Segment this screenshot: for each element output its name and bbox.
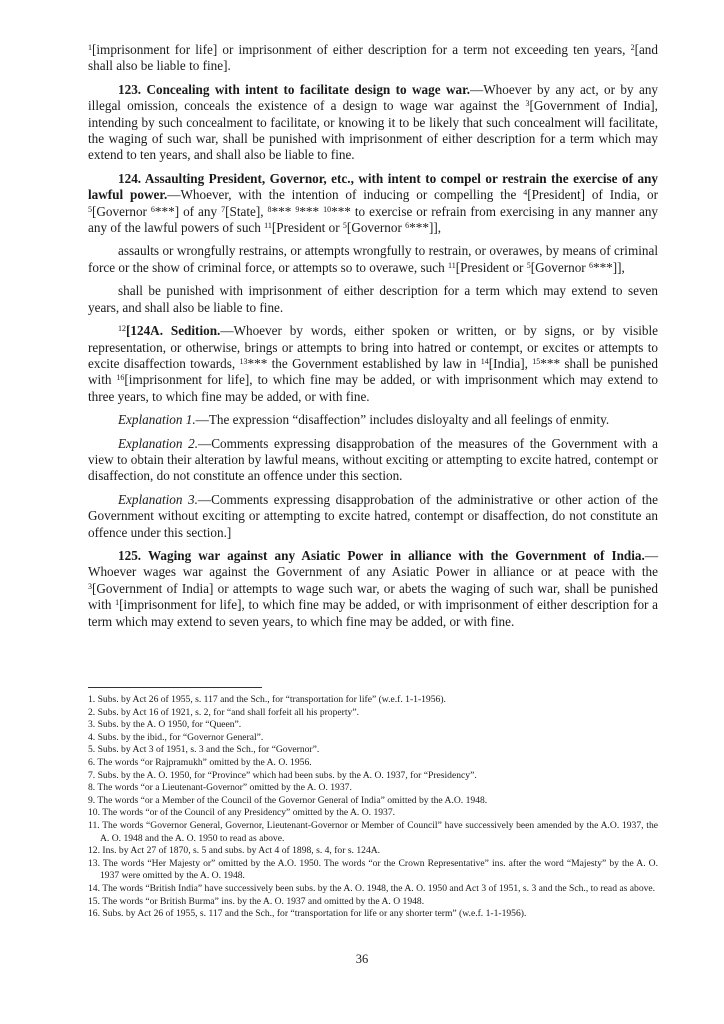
footnote-ref: 6: [150, 204, 155, 214]
footnote-item: 16. Subs. by Act 26 of 1955, s. 117 and the Sch., for “transportation for life or any shorter term” (w.e.f. 1-1-1956).: [88, 908, 527, 920]
section-heading: 124. Assaulting President, Governor, etc., with intent to compel or restrain the exercise of any lawful power.: [88, 170, 658, 203]
footnotes: [88, 694, 658, 921]
footnote-divider: [88, 687, 262, 688]
text-run: — Whoever wages war against the Government of any Asiatic Power in alliance or at peace with the: [88, 547, 658, 580]
text-run: [Governor: [346, 220, 406, 236]
text-run: —Whoever by any act, or by any illegal omission, conceals the existence of a design to wage war against the: [88, 81, 659, 114]
section-heading: 125. Waging war against any Asiatic Power in alliance with the Government of India.: [118, 547, 645, 563]
text-run: *** the Government established by law in: [247, 355, 481, 371]
footnote-ref: 4: [523, 188, 528, 198]
text-run: [imprisonment for life], to which fine may be added, or with imprisonment of either description for a term which may extend to seven years, to which fine may be added, or with fine.: [88, 597, 658, 629]
footnote-ref: 8: [267, 204, 272, 214]
text-run: [President] of India, or: [527, 187, 658, 203]
text-run: [Governor: [530, 259, 589, 275]
text-run: ***] of any: [154, 203, 222, 219]
text-run: ***: [271, 203, 296, 219]
explanation-label: Explanation 2.: [118, 435, 198, 451]
text-run: ***]],: [592, 259, 625, 275]
footnote-ref: 13: [239, 356, 248, 366]
footnote-ref: 6: [405, 221, 410, 231]
section-124-para-3: shall be punished with imprisonment of either description for a term which may extend to seven years, and shall also be liable to fine.: [88, 283, 658, 315]
section-124a: [88, 323, 658, 405]
text-run: —The expression “disaffection” includes disloyalty and all feelings of enmity.: [195, 412, 610, 428]
footnote-item: 11. The words “Governor General, Governor, Lieutenant-Governor or Member of Council” have successively been amended by the A.O. 1937, the A. O. 1948 and the A. O. 1950 to read as above.: [88, 819, 658, 844]
text-run: [and shall also be liable to fine].: [88, 42, 658, 74]
section-124: [88, 171, 658, 237]
footnote-ref: 16: [116, 373, 125, 383]
explanation-1: [88, 412, 658, 428]
text-run: —Comments expressing disapprobation of the measures of the Government with a view to obtain their alteration by lawful means, without exciting or attempting to excite hatred, contempt or disaffection, do not constitute an offence under this section.: [88, 435, 658, 484]
footnote-item: 3. Subs. by the A. O 1950, for “Queen”.: [88, 719, 242, 731]
footnote-ref: 1: [88, 43, 92, 52]
text-run: [Government of India] or attempts to wage such war, or abets the waging of such war, shall be punished with: [88, 580, 658, 613]
footnote-item: 8. The words “or a Lieutenant-Governor” omitted by the A. O. 1937.: [88, 782, 352, 794]
footnote-ref: 1: [115, 598, 120, 608]
text-run: *** shall be punished with: [88, 355, 658, 388]
section-124-para-2: [88, 243, 658, 276]
text-run: [Governor: [92, 203, 151, 219]
explanation-3: [88, 492, 658, 541]
paragraph-continuation: [88, 42, 658, 75]
text-run: [India],: [488, 355, 533, 371]
footnote-ref: 3: [525, 99, 530, 109]
footnote-item: 2. Subs. by Act 16 of 1921, s. 2, for “and shall forfeit all his property”.: [88, 706, 359, 718]
footnote-ref: 5: [526, 260, 531, 270]
text-run: [Government of India], intending by such concealment to facilitate, or knowing it to be likely that such concealment will facilitate, the waging of such war, shall be punished with imprisonment of either description for a term which may extend to ten years, and shall also be liable to fine.: [88, 98, 658, 163]
page-number: 36: [355, 952, 369, 966]
footnote-ref: 14: [480, 356, 489, 366]
footnote-ref: 2: [630, 43, 635, 52]
footnote-item: 13. The words “Her Majesty or” omitted by the A.O. 1950. The words “or the Crown Representative” ins. after the word “Majesty” by the A. O. 1937 were omitted by the A. O. 1948.: [88, 857, 658, 882]
footnote-item: 4. Subs. by the ibid., for “Governor General”.: [88, 731, 264, 743]
footnote-ref: 12: [118, 324, 126, 334]
section-125: [88, 548, 658, 630]
text-run: [President or: [455, 259, 527, 275]
footnote-ref: 10: [323, 204, 332, 214]
text-run: ***]],: [409, 220, 442, 236]
text-run: assaults or wrongfully restrains, or attempts wrongfully to restrain, or overawes, by means of criminal force or the show of criminal force, or attempts so to overawe, such: [88, 243, 658, 275]
footnote-ref: 5: [342, 221, 347, 231]
text-run: *** to exercise or refrain from exercising in any manner any any of the lawful powers of such: [88, 203, 659, 236]
explanation-label: Explanation 3.: [118, 491, 198, 507]
section-heading: [124A. Sedition.: [126, 323, 221, 339]
footnote-item: 5. Subs. by Act 3 of 1951, s. 3 and the Sch., for “Governor”.: [88, 744, 320, 756]
footnote-item: 15. The words “or British Burma” ins. by the A. O. 1937 and omitted by the A. O 1948.: [88, 895, 425, 907]
text-run: ***: [299, 203, 324, 219]
footnote-ref: 3: [88, 581, 92, 591]
footnote-item: 12. Ins. by Act 27 of 1870, s. 5 and subs. by Act 4 of 1898, s. 4, for s. 124A.: [88, 845, 381, 857]
footnote-ref: 7: [221, 204, 226, 214]
footnote-item: 6. The words “or Rajpramukh” omitted by the A. O. 1956.: [88, 756, 312, 768]
footnote-item: 9. The words “or a Member of the Council of the Governor General of India” omitted by the A.O. 1948.: [88, 794, 488, 806]
text-run: —Whoever, with the intention of inducing or compelling the: [167, 187, 524, 203]
text-run: [imprisonment for life] or imprisonment of either description for a term not exceeding ten years,: [92, 42, 631, 57]
footnote-item: 10. The words “or of the Council of any Presidency” omitted by the A. O. 1937.: [88, 807, 396, 819]
footnote-ref: 11: [264, 221, 272, 231]
section-123: [88, 82, 658, 164]
footnote-item: 7. Subs. by the A. O. 1950, for “Province” which had been subs. by the A. O. 1937, for “Presidency”.: [88, 769, 477, 781]
section-heading: 123. Concealing with intent to facilitate design to wage war.: [118, 81, 471, 97]
text-run: [State],: [225, 203, 268, 219]
footnote-ref: 6: [588, 260, 593, 270]
text-run: [President or: [271, 220, 343, 236]
text-run: —Comments expressing disapprobation of the administrative or other action of the Government without exciting or attempting to excite hatred, contempt or disaffection, do not constitute an offence under this section.]: [88, 491, 658, 540]
text-run: —Whoever by words, either spoken or written, or by signs, or by visible representation, or otherwise, brings or attempts to bring into hatred or contempt, or excites or attempts to excite disaffection towards,: [88, 323, 659, 371]
footnote-ref: 11: [447, 260, 456, 270]
footnote-item: 14. The words “British India” have successively been subs. by the A. O. 1948, the A. O. 1950 and Act 3 of 1951, s. 3 and the Sch., to read as above.: [88, 882, 656, 894]
explanation-label: Explanation 1.: [118, 412, 196, 428]
footnote-ref: 5: [88, 204, 92, 214]
explanation-2: [88, 436, 658, 485]
text-run: [imprisonment for life], to which fine may be added, or with imprisonment which may extend to three years, to which fine may be added, or with fine.: [88, 372, 658, 404]
footnote-ref: 9: [295, 204, 300, 214]
footnote-item: 1. Subs. by Act 26 of 1955, s. 117 and the Sch., for “transportation for life” (w.e.f. 1-1-1956).: [88, 694, 446, 705]
footnote-ref: 15: [532, 356, 541, 366]
document-body: [88, 42, 658, 637]
